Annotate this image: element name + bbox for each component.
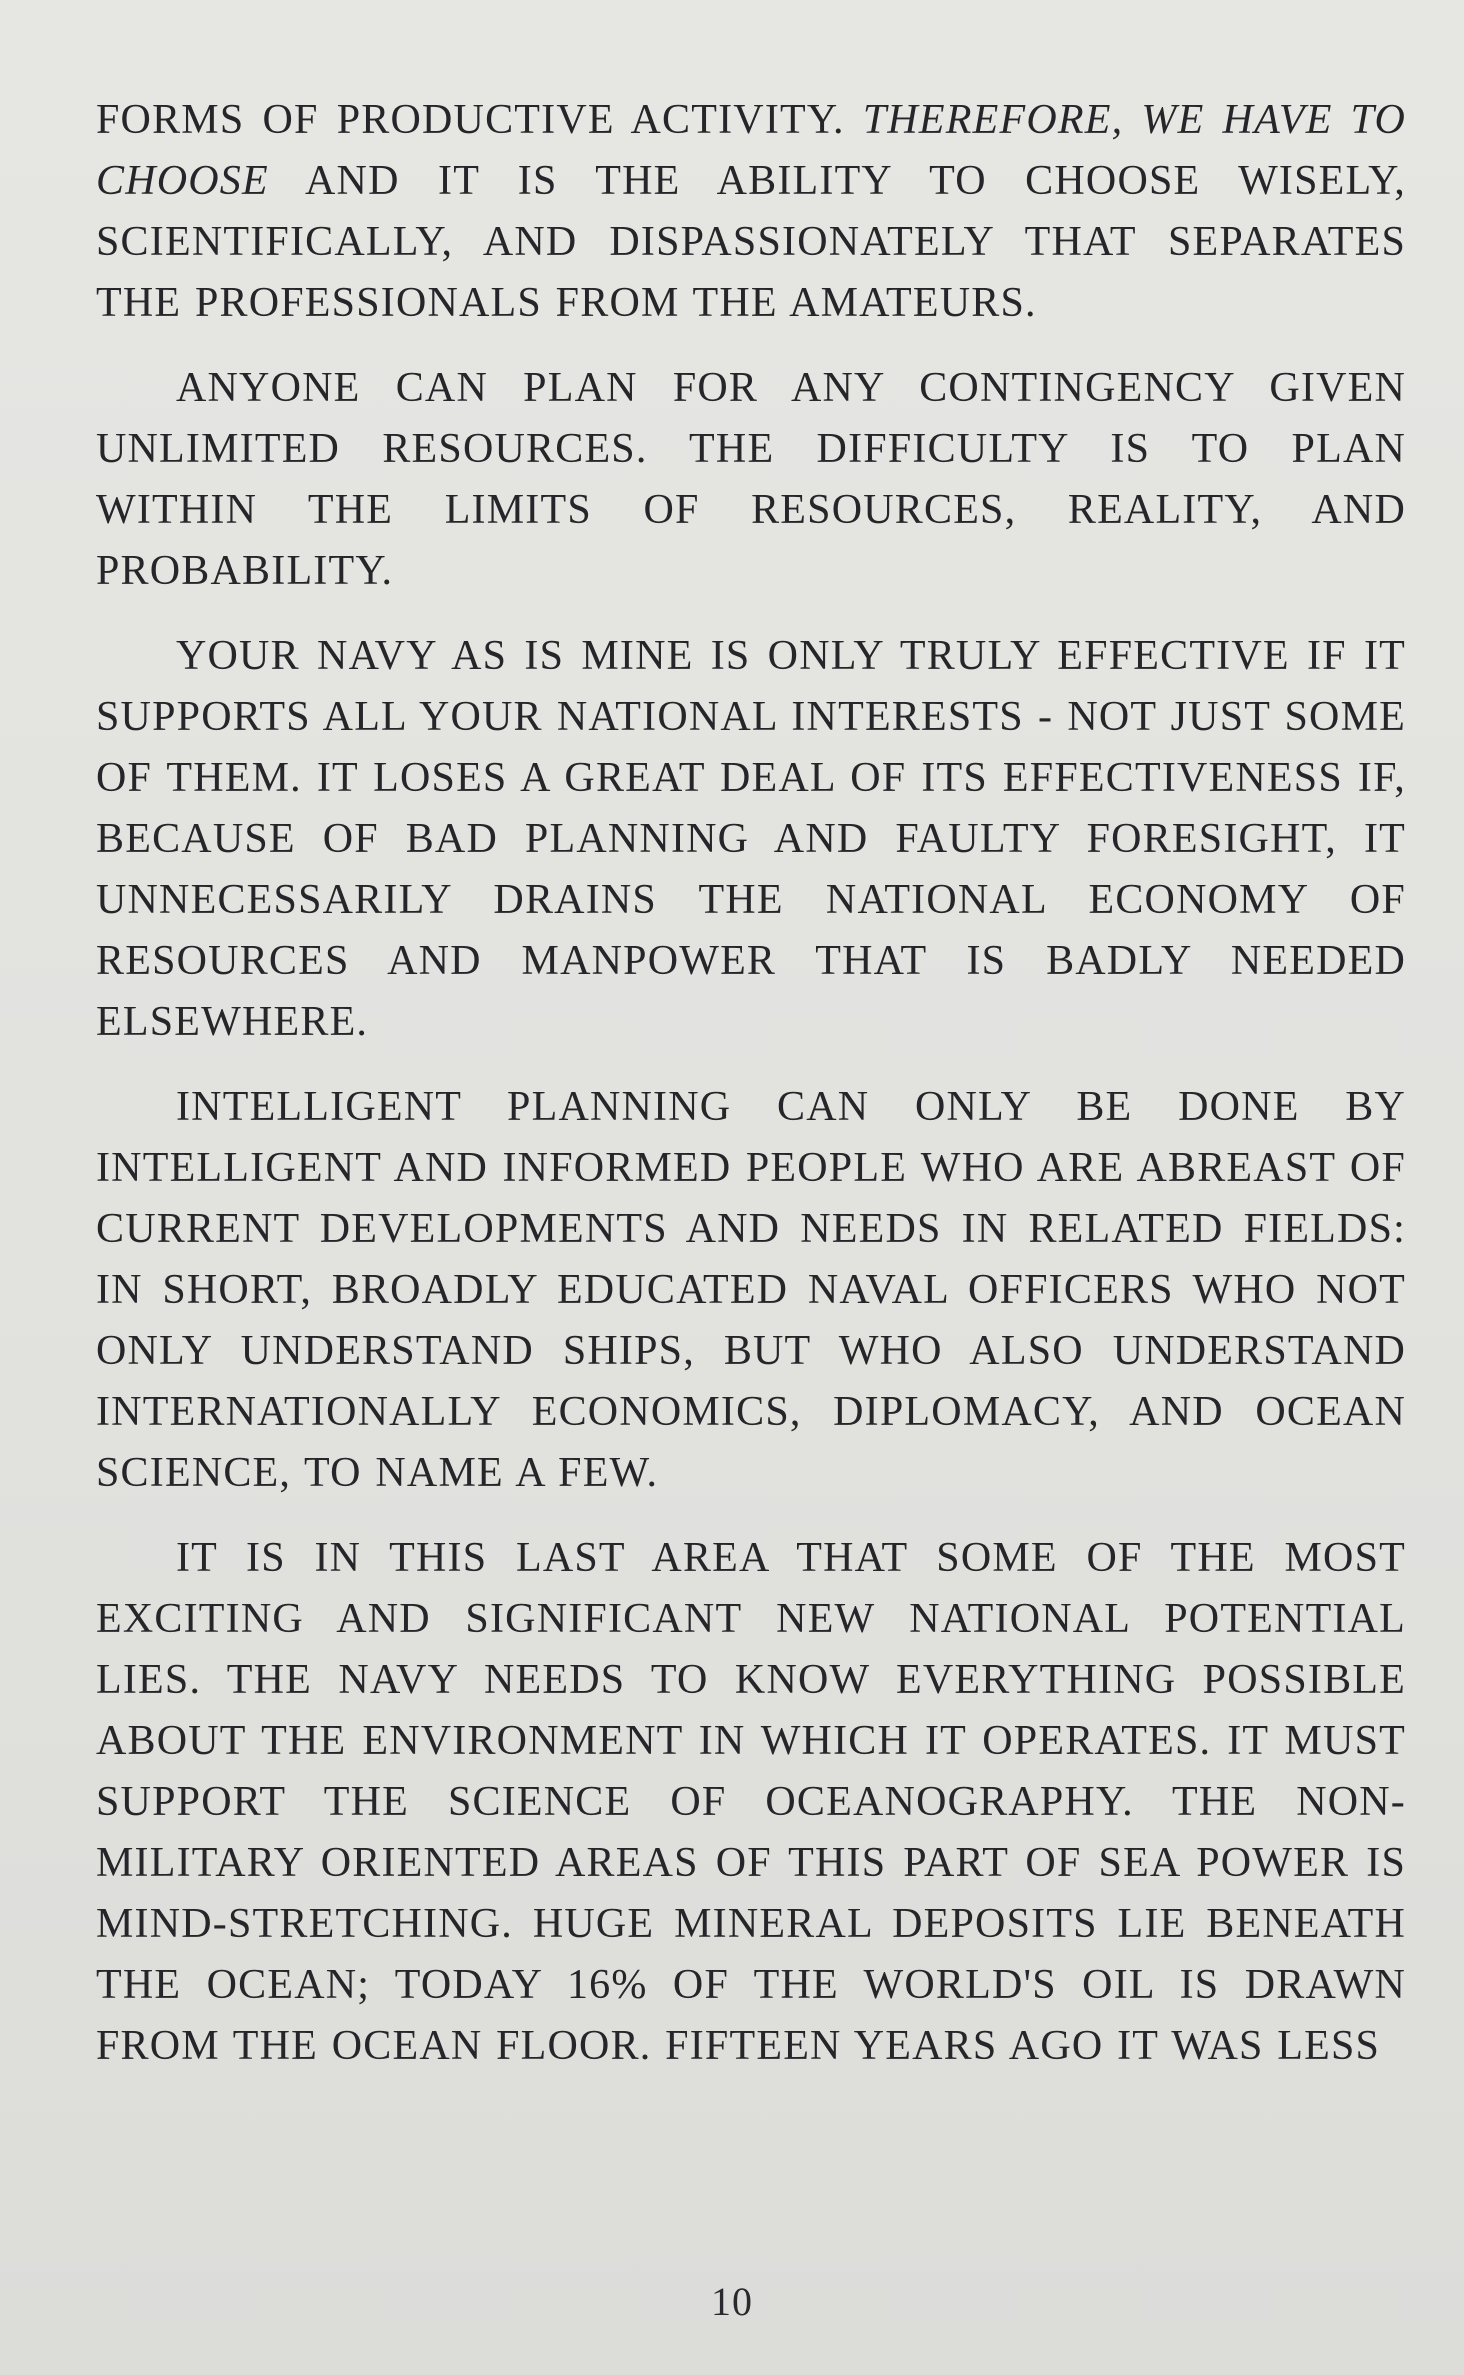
paragraph-1-text-end: AND IT IS THE ABILITY TO CHOOSE WISELY, SCIENTIFICALLY, AND DISPASSIONATELY THAT SEPARATES THE PROFESSIONALS FROM THE AMATEURS. [96,158,1406,326]
paragraph-1-text-start: FORMS OF PRODUCTIVE ACTIVITY. [96,97,863,143]
page-number: 10 [711,2279,753,2324]
body-text [96,90,1406,2077]
paragraph-2: ANYONE CAN PLAN FOR ANY CONTINGENCY GIVEN UNLIMITED RESOURCES. THE DIFFICULTY IS TO PLAN WITHIN THE LIMITS OF RESOURCES, REALITY, AND PROBABILITY. [96,365,1406,594]
paragraph-1 [96,90,1406,334]
paragraph-1-italic-text: THEREFORE, WE HAVE TO CHOOSE [96,97,1406,204]
paragraph-3: YOUR NAVY AS IS MINE IS ONLY TRULY EFFECTIVE IF IT SUPPORTS ALL YOUR NATIONAL INTERESTS - NOT JUST SOME OF THEM. IT LOSES A GREAT DEAL OF ITS EFFECTIVENESS IF, BECAUSE OF BAD PLANNING AND FAULTY FORESIGHT, IT UNNECESSARILY DRAINS THE NATIONAL ECONOMY OF RESOURCES AND MANPOWER THAT IS BADLY NEEDED ELSEWHERE. [96,633,1406,1045]
paragraph-4: INTELLIGENT PLANNING CAN ONLY BE DONE BY INTELLIGENT AND INFORMED PEOPLE WHO ARE ABREAST OF CURRENT DEVELOPMENTS AND NEEDS IN RELATED FIELDS: IN SHORT, BROADLY EDUCATED NAVAL OFFICERS WHO NOT ONLY UNDERSTAND SHIPS, BUT WHO ALSO UNDERSTAND INTERNATIONALLY ECONOMICS, DIPLOMACY, AND OCEAN SCIENCE, TO NAME A FEW. [96,1084,1406,1496]
paragraph-5: IT IS IN THIS LAST AREA THAT SOME OF THE MOST EXCITING AND SIGNIFICANT NEW NATIONAL POTENTIAL LIES. THE NAVY NEEDS TO KNOW EVERYTHING POSSIBLE ABOUT THE ENVIRONMENT IN WHICH IT OPERATES. IT MUST SUPPORT THE SCIENCE OF OCEANOGRAPHY. THE NON-MILITARY ORIENTED AREAS OF THIS PART OF SEA POWER IS MIND-STRETCHING. HUGE MINERAL DEPOSITS LIE BENEATH THE OCEAN; TODAY 16% OF THE WORLD'S OIL IS DRAWN FROM THE OCEAN FLOOR. FIFTEEN YEARS AGO IT WAS LESS [96,1535,1406,2069]
